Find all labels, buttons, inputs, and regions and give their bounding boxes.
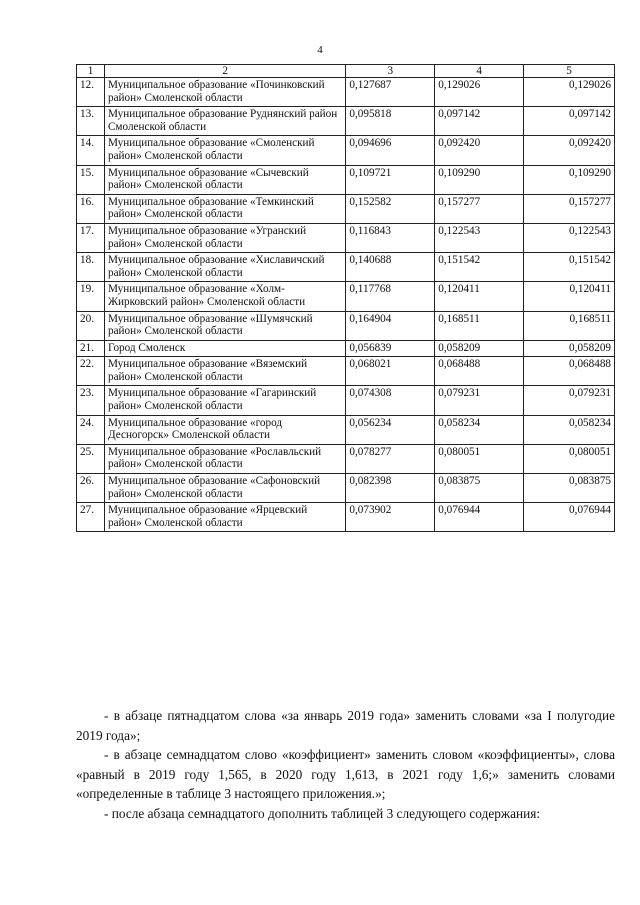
row-number-cell: 16.	[77, 194, 105, 223]
municipality-name-cell: Муниципальное образование «Сычевский район» Смоленской области	[104, 165, 345, 194]
value-col5-cell: 0,058209	[524, 340, 615, 357]
row-number-cell: 22.	[77, 357, 105, 386]
municipality-name-cell: Муниципальное образование «город Десногорск» Смоленской области	[104, 415, 345, 444]
row-number-cell: 20.	[77, 311, 105, 340]
row-number-cell: 24.	[77, 415, 105, 444]
table-row	[77, 136, 615, 165]
row-number-cell: 15.	[77, 165, 105, 194]
value-col3-cell: 0,116843	[346, 223, 435, 252]
paragraph: - в абзаце семнадцатом слово «коэффициент» заменить словом «коэффициенты», слова «равный в 2019 году 1,565, в 2020 году 1,613, в 2021 году 1,6;» заменить словами «определенные в таблице 3 настоящего приложения.»;	[76, 747, 615, 801]
table-row	[77, 165, 615, 194]
value-col3-cell: 0,073902	[346, 503, 435, 532]
value-col4-cell: 0,058209	[435, 340, 524, 357]
value-col4-cell: 0,083875	[435, 474, 524, 503]
value-col3-cell: 0,074308	[346, 386, 435, 415]
value-col3-cell: 0,127687	[346, 78, 435, 107]
table-row	[77, 444, 615, 473]
value-col4-cell: 0,068488	[435, 357, 524, 386]
municipality-name-cell: Муниципальное образование «Ярцевский район» Смоленской области	[104, 503, 345, 532]
municipality-name-cell: Муниципальное образование «Хиславичский район» Смоленской области	[104, 253, 345, 282]
value-col3-cell: 0,056234	[346, 415, 435, 444]
row-number-cell: 13.	[77, 107, 105, 136]
value-col5-cell: 0,109290	[524, 165, 615, 194]
value-col5-cell: 0,092420	[524, 136, 615, 165]
value-col3-cell: 0,109721	[346, 165, 435, 194]
value-col5-cell: 0,168511	[524, 311, 615, 340]
page-number: 4	[317, 44, 323, 56]
table-row	[77, 415, 615, 444]
value-col4-cell: 0,097142	[435, 107, 524, 136]
row-number-cell: 25.	[77, 444, 105, 473]
value-col5-cell: 0,097142	[524, 107, 615, 136]
municipality-name-cell: Муниципальное образование «Угранский район» Смоленской области	[104, 223, 345, 252]
table-row	[77, 194, 615, 223]
municipality-name-cell: Муниципальное образование «Вяземский район» Смоленской области	[104, 357, 345, 386]
table-row	[77, 474, 615, 503]
row-number-cell: 14.	[77, 136, 105, 165]
value-col3-cell: 0,117768	[346, 282, 435, 311]
value-col4-cell: 0,058234	[435, 415, 524, 444]
value-col5-cell: 0,068488	[524, 357, 615, 386]
municipality-name-cell: Муниципальное образование «Сафоновский район» Смоленской области	[104, 474, 345, 503]
row-number-cell: 19.	[77, 282, 105, 311]
row-number-cell: 21.	[77, 340, 105, 357]
value-col5-cell: 0,076944	[524, 503, 615, 532]
row-number-cell: 12.	[77, 78, 105, 107]
value-col4-cell: 0,168511	[435, 311, 524, 340]
value-col5-cell: 0,157277	[524, 194, 615, 223]
table-row	[77, 78, 615, 107]
value-col4-cell: 0,079231	[435, 386, 524, 415]
value-col3-cell: 0,140688	[346, 253, 435, 282]
table-row	[77, 311, 615, 340]
table-row	[77, 107, 615, 136]
table-row	[77, 223, 615, 252]
value-col3-cell: 0,152582	[346, 194, 435, 223]
municipality-name-cell: Город Смоленск	[104, 340, 345, 357]
coefficients-table	[76, 64, 615, 532]
table-row	[77, 386, 615, 415]
value-col3-cell: 0,068021	[346, 357, 435, 386]
body-text	[76, 706, 615, 823]
value-col4-cell: 0,120411	[435, 282, 524, 311]
table-row	[77, 253, 615, 282]
column-header: 5	[524, 65, 615, 78]
column-header: 1	[77, 65, 105, 78]
value-col5-cell: 0,080051	[524, 444, 615, 473]
municipality-name-cell: Муниципальное образование «Темкинский район» Смоленской области	[104, 194, 345, 223]
value-col3-cell: 0,164904	[346, 311, 435, 340]
column-header: 4	[435, 65, 524, 78]
row-number-cell: 27.	[77, 503, 105, 532]
paragraph: - в абзаце пятнадцатом слова «за январь 2019 года» заменить словами «за I полугодие 2019 года»;	[76, 708, 615, 743]
table-row	[77, 340, 615, 357]
value-col4-cell: 0,151542	[435, 253, 524, 282]
municipality-name-cell: Муниципальное образование «Смоленский район» Смоленской области	[104, 136, 345, 165]
value-col3-cell: 0,082398	[346, 474, 435, 503]
municipality-name-cell: Муниципальное образование «Холм-Жирковский район» Смоленской области	[104, 282, 345, 311]
value-col4-cell: 0,109290	[435, 165, 524, 194]
municipality-name-cell: Муниципальное образование «Шумячский район» Смоленской области	[104, 311, 345, 340]
row-number-cell: 17.	[77, 223, 105, 252]
value-col4-cell: 0,076944	[435, 503, 524, 532]
table-row	[77, 503, 615, 532]
value-col5-cell: 0,058234	[524, 415, 615, 444]
value-col5-cell: 0,120411	[524, 282, 615, 311]
municipality-name-cell: Муниципальное образование «Гагаринский район» Смоленской области	[104, 386, 345, 415]
municipality-name-cell: Муниципальное образование Руднянский район Смоленской области	[104, 107, 345, 136]
column-header: 2	[104, 65, 345, 78]
value-col3-cell: 0,078277	[346, 444, 435, 473]
row-number-cell: 18.	[77, 253, 105, 282]
table-header-row	[77, 65, 615, 78]
value-col5-cell: 0,122543	[524, 223, 615, 252]
municipality-name-cell: Муниципальное образование «Рославльский район» Смоленской области	[104, 444, 345, 473]
table-row	[77, 357, 615, 386]
value-col5-cell: 0,151542	[524, 253, 615, 282]
paragraph: - после абзаца семнадцатого дополнить таблицей 3 следующего содержания:	[104, 805, 541, 821]
value-col4-cell: 0,129026	[435, 78, 524, 107]
value-col4-cell: 0,157277	[435, 194, 524, 223]
value-col5-cell: 0,079231	[524, 386, 615, 415]
row-number-cell: 26.	[77, 474, 105, 503]
municipality-name-cell: Муниципальное образование «Починковский район» Смоленской области	[104, 78, 345, 107]
value-col4-cell: 0,080051	[435, 444, 524, 473]
value-col4-cell: 0,122543	[435, 223, 524, 252]
value-col5-cell: 0,083875	[524, 474, 615, 503]
value-col3-cell: 0,056839	[346, 340, 435, 357]
value-col4-cell: 0,092420	[435, 136, 524, 165]
row-number-cell: 23.	[77, 386, 105, 415]
value-col3-cell: 0,095818	[346, 107, 435, 136]
table-row	[77, 282, 615, 311]
value-col3-cell: 0,094696	[346, 136, 435, 165]
value-col5-cell: 0,129026	[524, 78, 615, 107]
column-header: 3	[346, 65, 435, 78]
